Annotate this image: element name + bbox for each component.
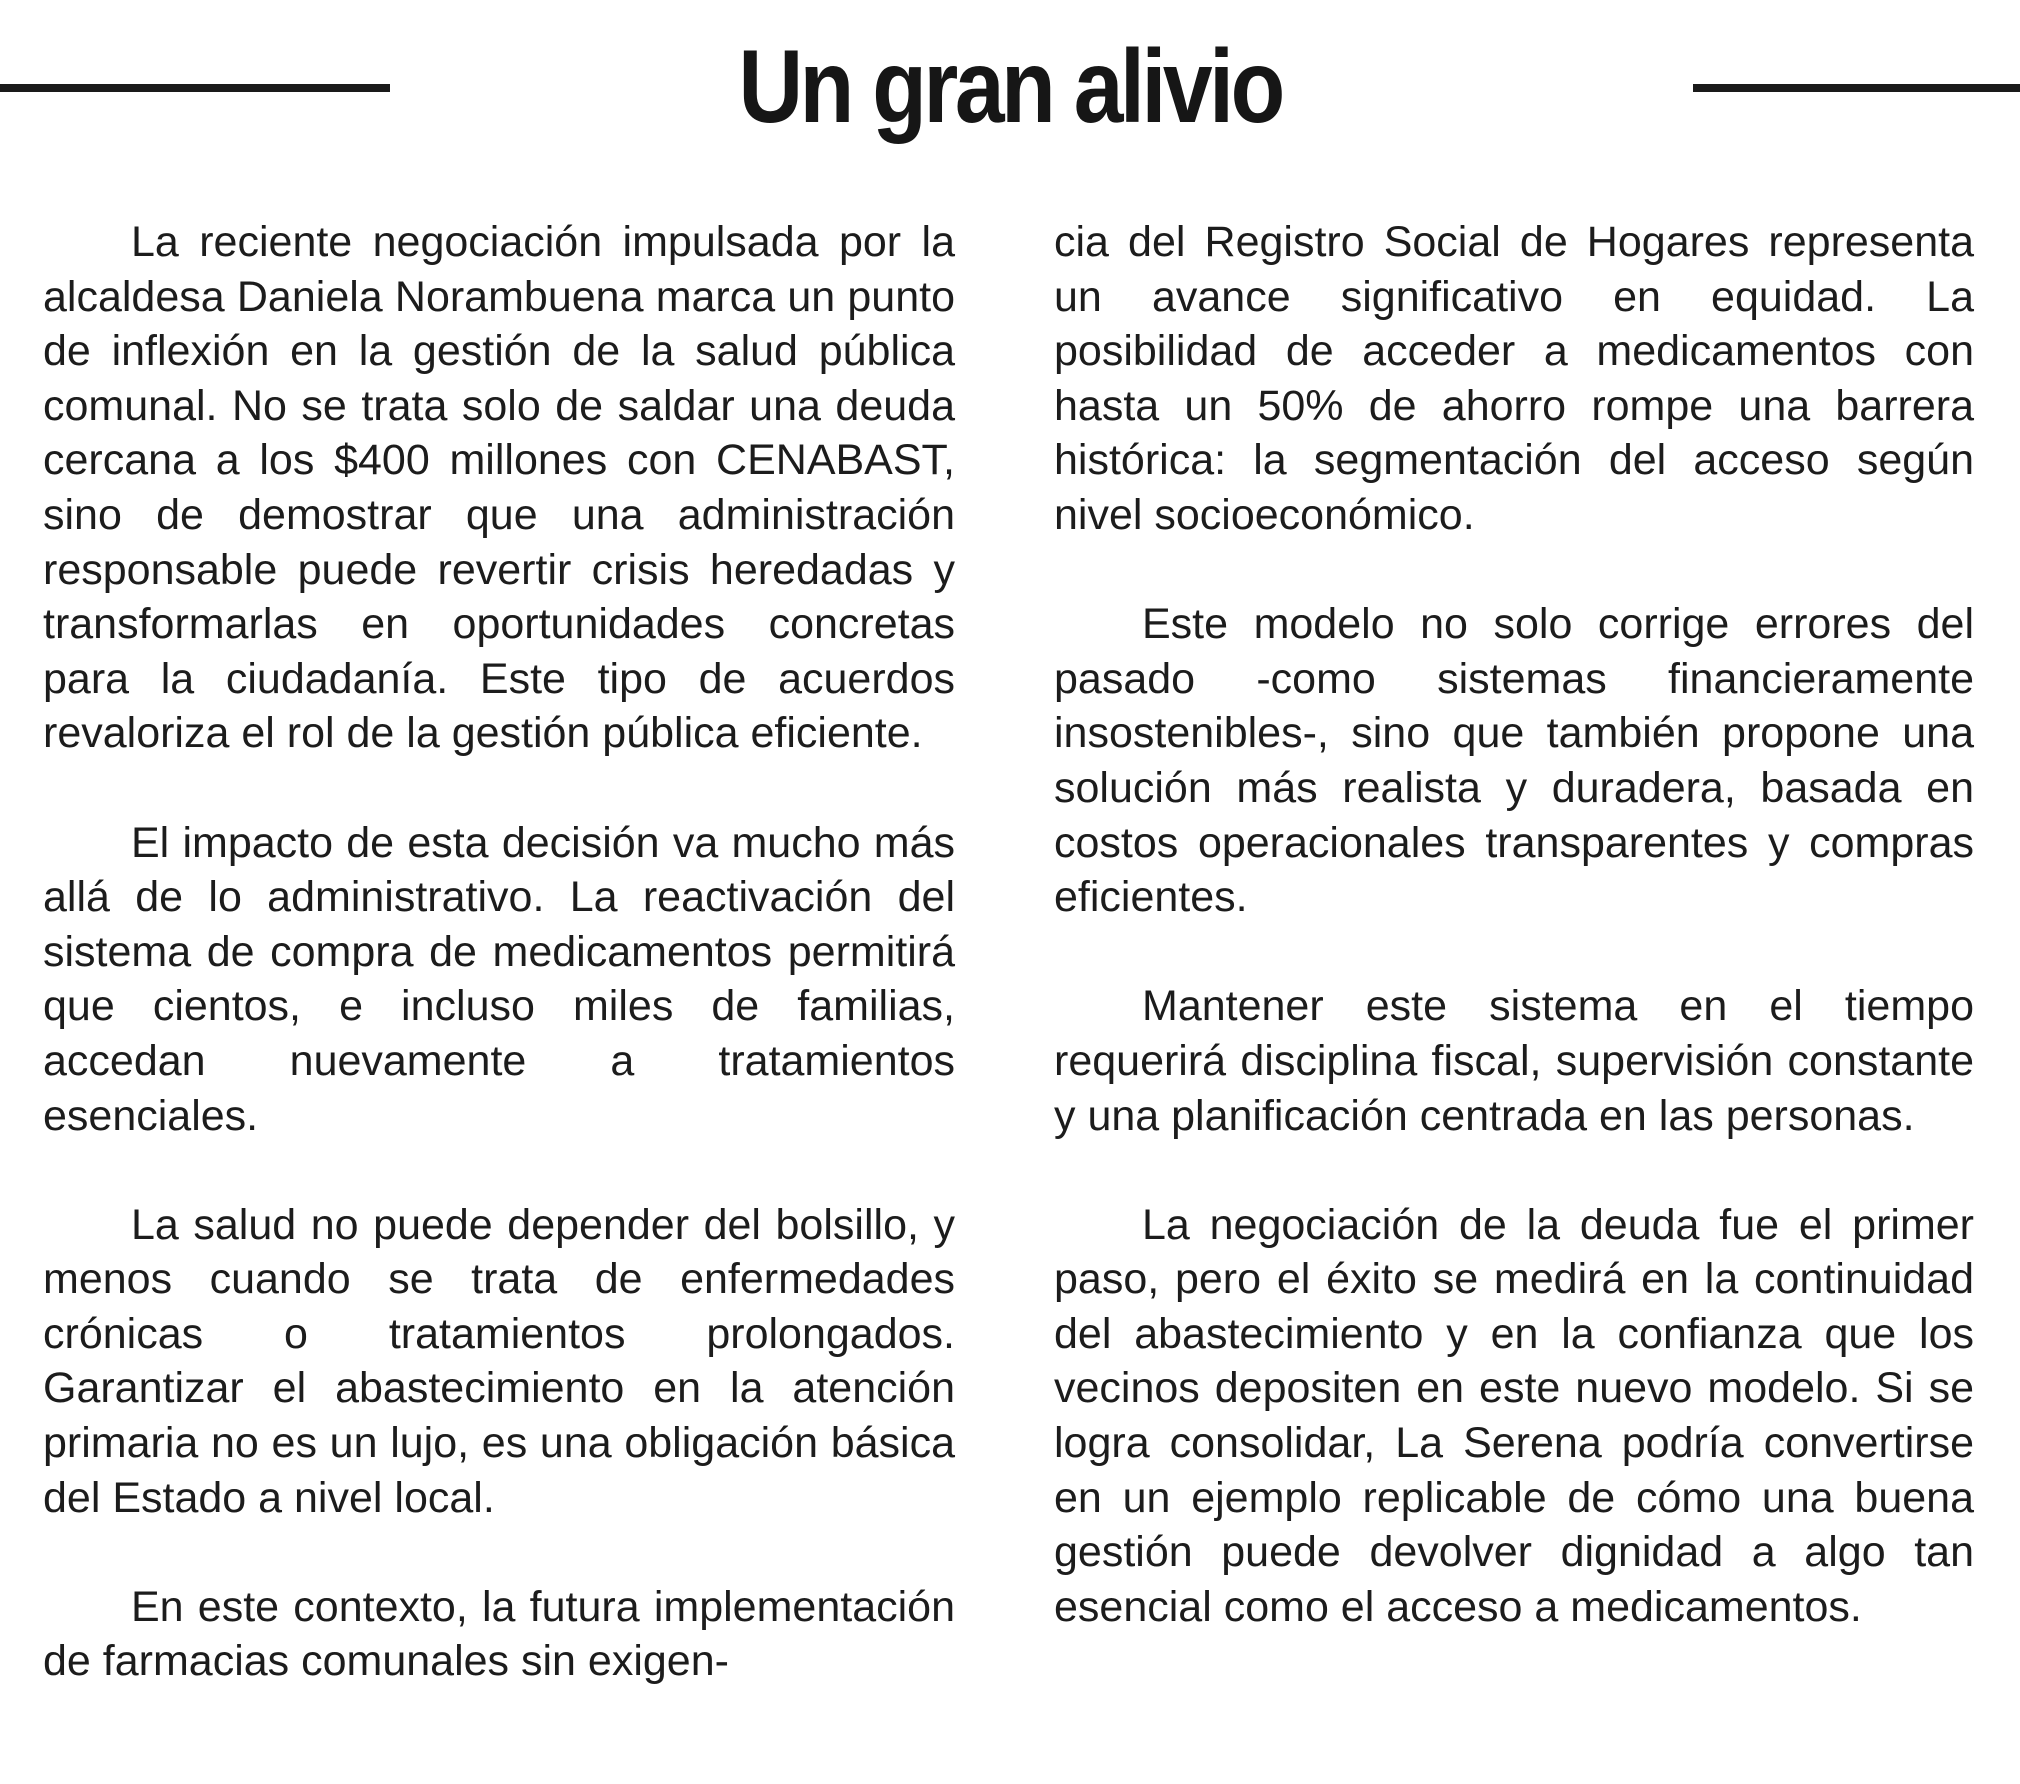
right-column (1054, 215, 1974, 1634)
left-column (43, 215, 955, 1689)
paragraph: El impacto de esta decisión va mucho más allá de lo administrativo. La reactivación del sistema de compra de medicamentos permitirá que cientos, e incluso miles de familias, accedan nuevamente a tratamientos esenciales. (43, 818, 955, 1140)
article-title: Un gran alivio (738, 29, 1282, 145)
paragraph: La salud no puede depender del bolsillo, y menos cuando se trata de enfermedades crónicas o tratamientos prolongados. Garantizar el abastecimiento en la atención primaria no es un lujo, es una obligación básica del Estado a nivel local. (43, 1200, 955, 1522)
paragraph: Este modelo no solo corrige errores del pasado -como sistemas financieramente insostenibles-, sino que también propone una solución más realista y duradera, basada en costos operacionales transparentes y compras eficientes. (1054, 600, 1974, 922)
paragraph: La reciente negociación impulsada por la alcaldesa Daniela Norambuena marca un punto de inflexión en la gestión de la salud pública comunal. No se trata solo de saldar una deuda cercana a los $400 millones con CENABAST, sino de demostrar que una administración responsable puede revertir crisis heredadas y transformarlas en oportunidades concretas para la ciudadanía. Este tipo de acuerdos revaloriza el rol de la gestión pública eficiente. (43, 218, 955, 758)
paragraph: cia del Registro Social de Hogares representa un avance significativo en equidad. La posibilidad de acceder a medicamentos con hasta un 50% de ahorro rompe una barrera histórica: la segmentación del acceso según nivel socioeconómico. (1054, 218, 1974, 539)
paragraph: La negociación de la deuda fue el primer paso, pero el éxito se medirá en la continuidad del abastecimiento y en la confianza que los vecinos depositen en este nuevo modelo. Si se logra consolidar, La Serena podría convertirse en un ejemplo replicable de cómo una buena gestión puede devolver dignidad a algo tan esencial como el acceso a medicamentos. (1054, 1200, 1974, 1631)
title-rule-right (1693, 84, 2020, 92)
paragraph: Mantener este sistema en el tiempo requerirá disciplina fiscal, supervisión constante y una planificación centrada en las personas. (1054, 982, 1974, 1140)
paragraph: En este contexto, la futura implementación de farmacias comunales sin exigen- (43, 1582, 955, 1686)
